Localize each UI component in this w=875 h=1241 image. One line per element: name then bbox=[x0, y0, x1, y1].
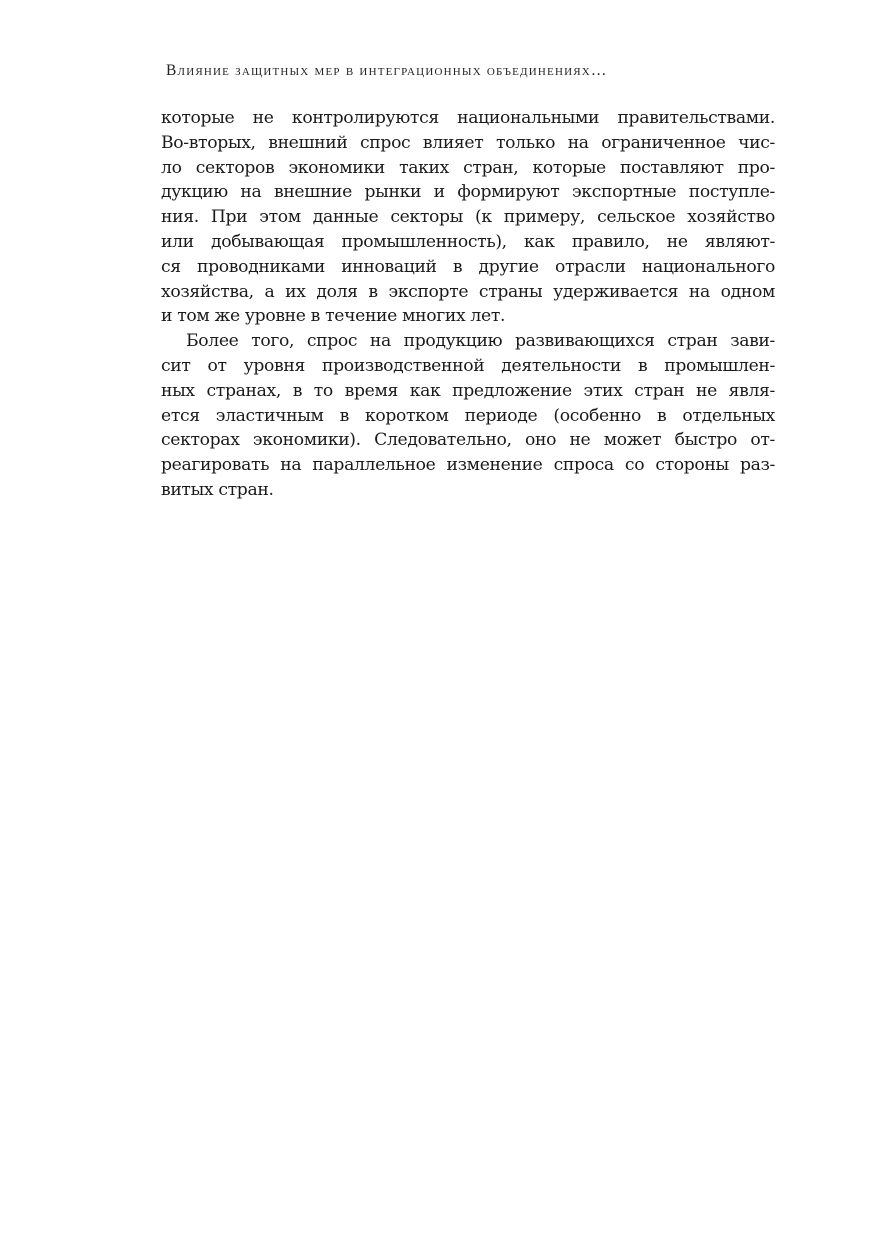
running-head: Влияние защитных мер в интеграционных объединениях… bbox=[166, 62, 608, 79]
paragraph-2 bbox=[161, 329, 775, 503]
paragraph-1 bbox=[161, 106, 775, 329]
text-line: и том же уровне в течение многих лет. bbox=[161, 306, 506, 327]
text-line: витых стран. bbox=[161, 479, 274, 500]
text-line: ло секторов экономики таких стран, которые поставляют про- bbox=[161, 157, 775, 178]
text-line: которые не контролируются национальными правительствами. bbox=[161, 108, 775, 128]
text-line: хозяйства, а их доля в экспорте страны удерживается на одном bbox=[161, 281, 775, 302]
text-line: реагировать на параллельное изменение спроса со стороны раз- bbox=[161, 455, 775, 476]
text-line: ется эластичным в коротком периоде (особенно в отдельных bbox=[161, 405, 775, 426]
text-line: ния. При этом данные секторы (к примеру, сельское хозяйство bbox=[161, 207, 775, 228]
text-line: сит от уровня производственной деятельности в промышлен- bbox=[161, 355, 775, 376]
text-line: Во-вторых, внешний спрос влияет только на ограниченное чис- bbox=[161, 132, 775, 153]
text-line: Более того, спрос на продукцию развивающихся стран зави- bbox=[186, 331, 775, 352]
text-line: ных странах, в то время как предложение этих стран не явля- bbox=[161, 380, 775, 401]
text-line: или добывающая промышленность), как правило, не являют- bbox=[161, 231, 775, 252]
body-text bbox=[161, 106, 775, 503]
text-line: ся проводниками инноваций в другие отрасли национального bbox=[161, 256, 775, 277]
text-line: секторах экономики). Следовательно, оно не может быстро от- bbox=[161, 430, 775, 451]
text-line: дукцию на внешние рынки и формируют экспортные поступле- bbox=[161, 182, 775, 203]
